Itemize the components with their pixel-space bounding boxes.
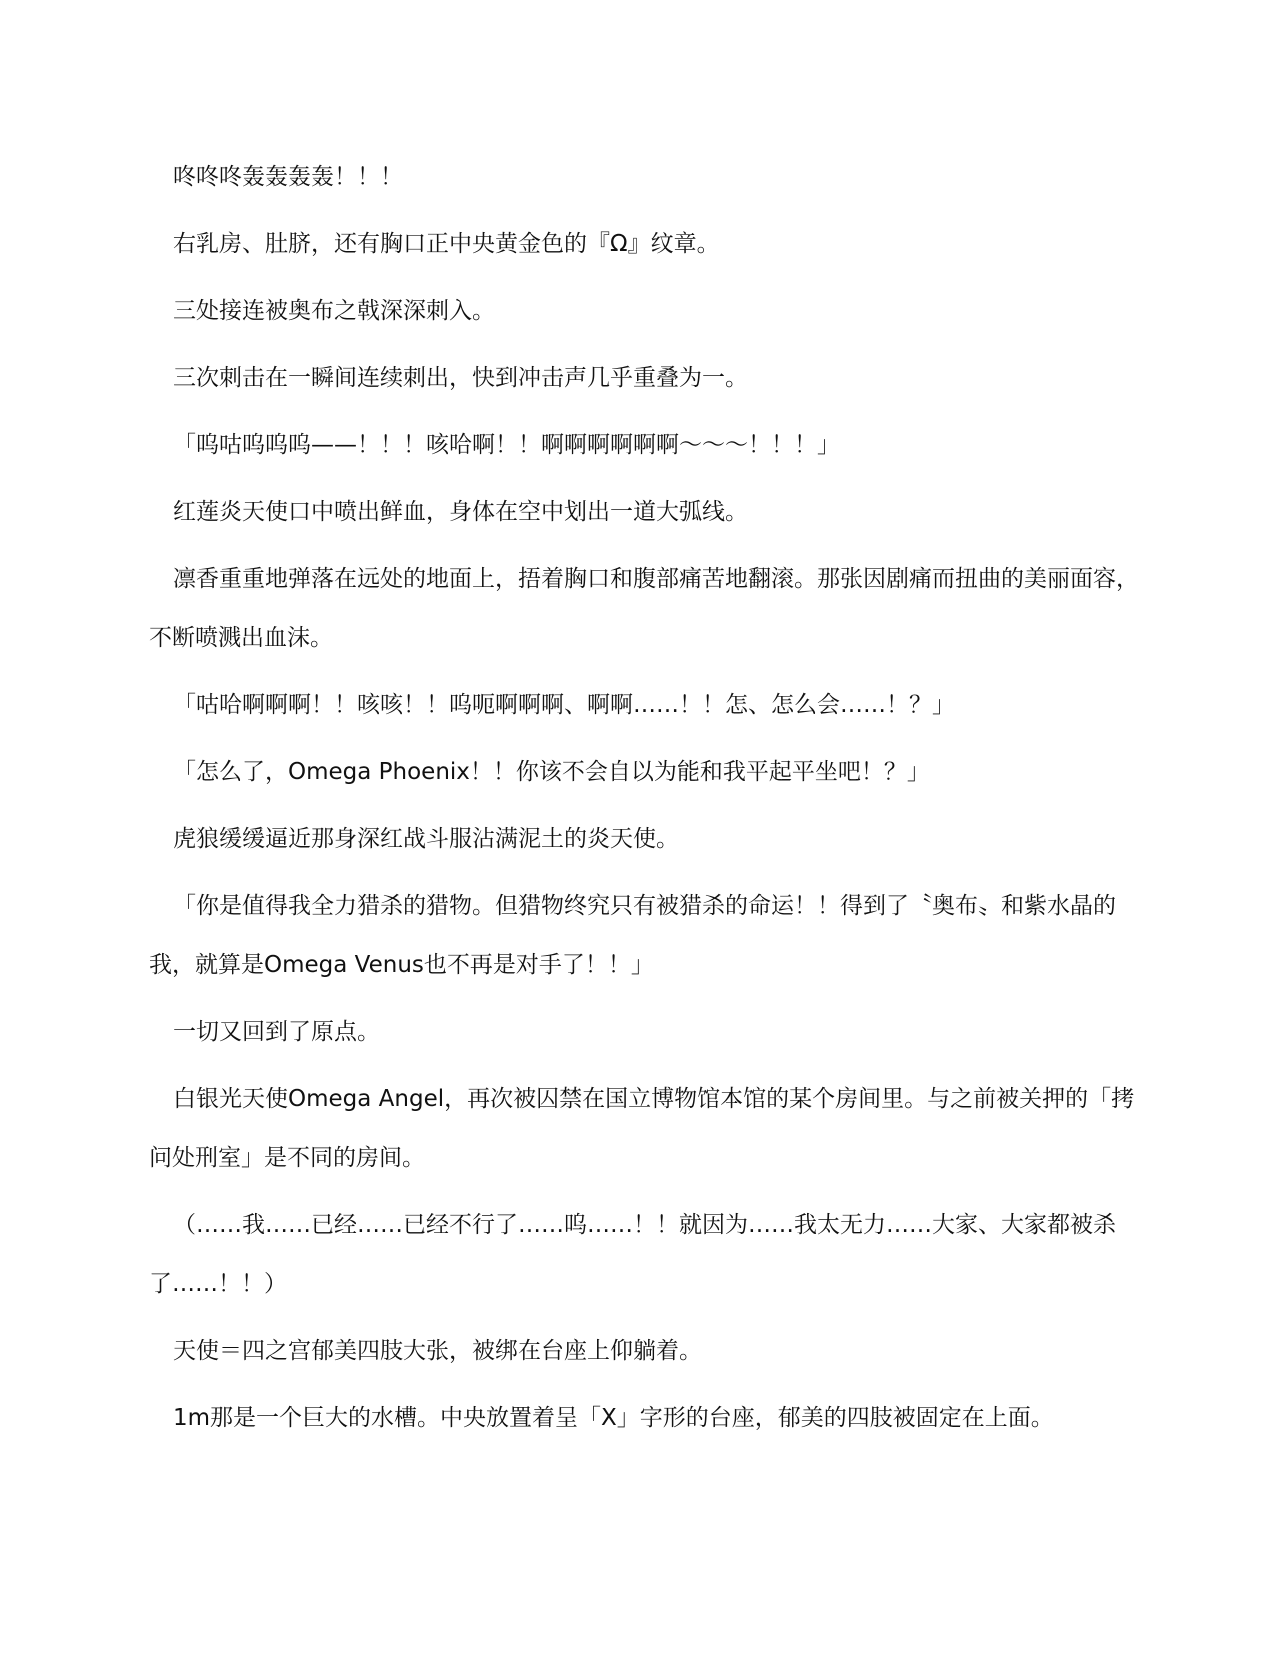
paragraph: 三次刺击在一瞬间连续刺出，快到冲击声几乎重叠为一。 — [173, 365, 748, 391]
paragraph: 红莲炎天使口中喷出鲜血，身体在空中划出一道大弧线。 — [173, 499, 748, 525]
paragraph: 一切又回到了原点。 — [173, 1019, 380, 1045]
paragraph: 1m那是一个巨大的水槽。中央放置着呈「X」字形的台座，郁美的四肢被固定在上面。 — [173, 1405, 1054, 1431]
dialogue-paragraph: 「你是值得我全力猎杀的猎物。但猎物终究只有被猎杀的命运！！得到了〝奥布〟和紫水晶的我，就算是Omega Venus也不再是对手了！！」 — [149, 893, 1116, 978]
dialogue-paragraph: 「呜咕呜呜呜——！！！咳哈啊！！啊啊啊啊啊啊～～～！！！」 — [173, 432, 840, 458]
paragraph: 天使＝四之宫郁美四肢大张，被绑在台座上仰躺着。 — [173, 1338, 702, 1364]
paragraph: 咚咚咚轰轰轰轰！！！ — [173, 164, 403, 190]
document-body — [149, 148, 1139, 1456]
dialogue-paragraph: 「怎么了，Omega Phoenix！！你该不会自以为能和我平起平坐吧！？」 — [173, 759, 930, 785]
paragraph: 虎狼缓缓逼近那身深红战斗服沾满泥土的炎天使。 — [173, 826, 679, 852]
paragraph: 凛香重重地弹落在远处的地面上，捂着胸口和腹部痛苦地翻滚。那张因剧痛而扭曲的美丽面容，不断喷溅出血沫。 — [149, 566, 1139, 651]
paragraph: 三处接连被奥布之戟深深刺入。 — [173, 298, 495, 324]
thought-paragraph: （……我……已经……已经不行了……呜……！！就因为……我太无力……大家、大家都被杀了……！！） — [149, 1212, 1116, 1297]
paragraph: 右乳房、肚脐，还有胸口正中央黄金色的『Ω』纹章。 — [173, 231, 720, 257]
paragraph: 白银光天使Omega Angel，再次被囚禁在国立博物馆本馆的某个房间里。与之前被关押的「拷问处刑室」是不同的房间。 — [149, 1086, 1135, 1171]
dialogue-paragraph: 「咕哈啊啊啊！！咳咳！！呜呃啊啊啊、啊啊……！！怎、怎么会……！？」 — [173, 692, 955, 718]
